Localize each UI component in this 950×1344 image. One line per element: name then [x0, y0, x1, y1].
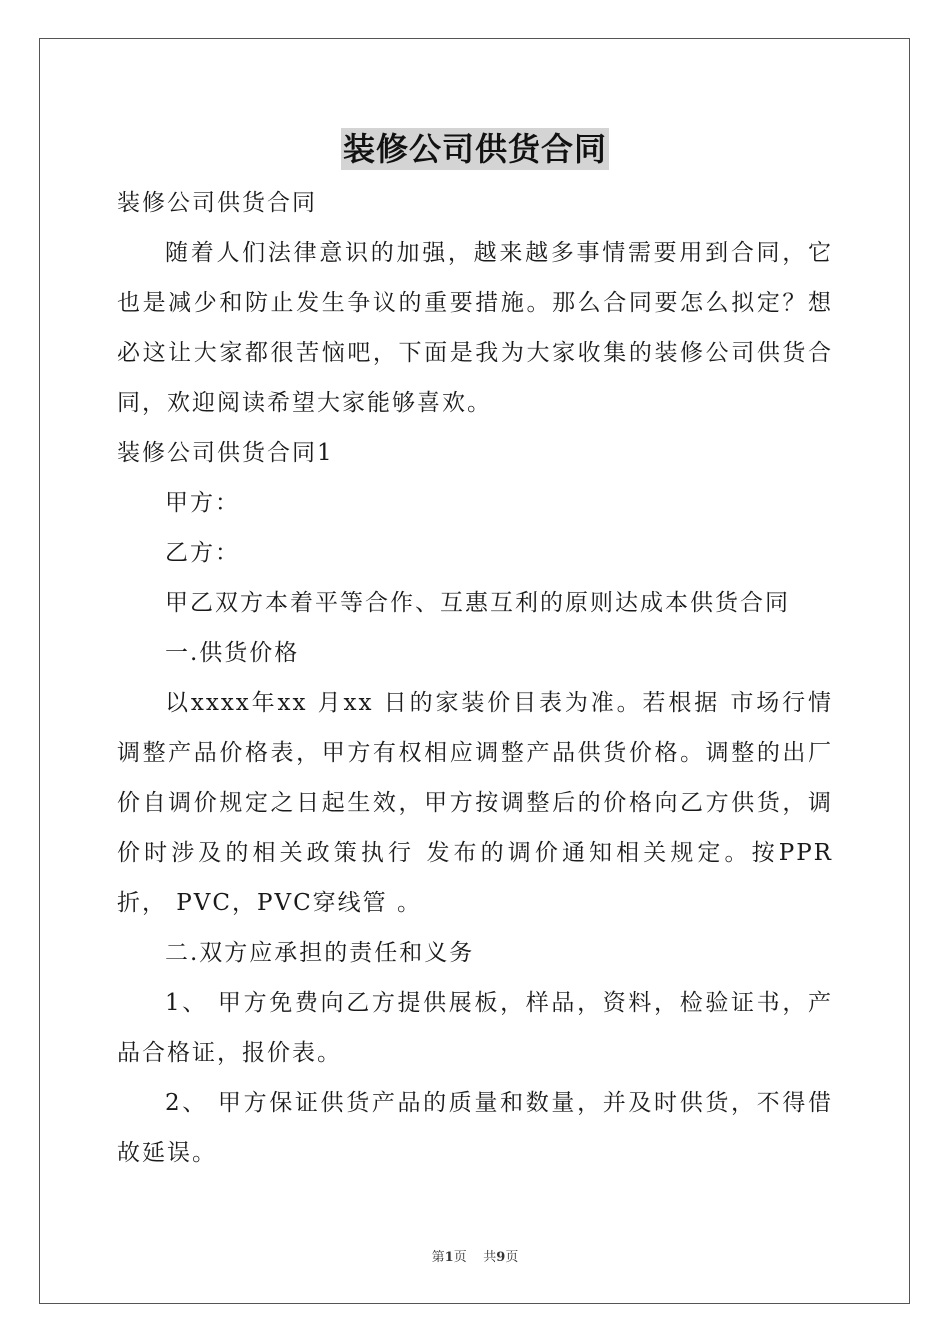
intro-paragraph: 随着人们法律意识的加强，越来越多事情需要用到合同，它也是减少和防止发生争议的重要措施。那么合同要怎么拟定？想必这让大家都很苦恼吧，下面是我为大家收集的装修公司供货合同，欢迎阅读希望大家能够喜欢。 — [117, 240, 833, 416]
page-unit: 页 — [453, 1250, 467, 1265]
document-subtitle: 装修公司供货合同 — [117, 190, 317, 216]
duty-item-1: 1、 甲方免费向乙方提供展板，样品，资料，检验证书，产品合格证，报价表。 — [117, 990, 833, 1066]
document-body — [117, 178, 833, 1178]
party-b-line: 乙方： — [165, 540, 240, 566]
party-a-line: 甲方： — [165, 490, 240, 516]
title-container — [0, 128, 950, 170]
page-footer — [0, 1246, 950, 1265]
duty-item-2: 2、 甲方保证供货产品的质量和数量，并及时供货，不得借故延误。 — [117, 1090, 833, 1166]
page-current: 1 — [444, 1250, 454, 1265]
agreement-line: 甲乙双方本着平等合作、互惠互利的原则达成本供货合同 — [165, 590, 790, 616]
heading-supply-price: 一.供货价格 — [165, 640, 300, 666]
section-title: 装修公司供货合同1 — [117, 440, 334, 466]
price-clause-paragraph: 以xxxx年xx 月xx 日的家装价目表为准。若根据 市场行情调整产品价格表，甲方有权相应调整产品供货价格。调整的出厂价自调价规定之日起生效，甲方按调整后的价格向乙方供货，调价时涉及的相关政策执行 发布的调价通知相关规定。按PPR 折， PVC，PVC穿线管 。 — [117, 690, 833, 916]
document-title: 装修公司供货合同 — [342, 130, 607, 168]
total-unit: 页 — [505, 1250, 519, 1265]
page-total: 9 — [496, 1250, 506, 1265]
total-prefix: 共 — [483, 1250, 497, 1265]
page-prefix: 第 — [431, 1250, 445, 1265]
heading-responsibilities: 二.双方应承担的责任和义务 — [165, 940, 475, 966]
